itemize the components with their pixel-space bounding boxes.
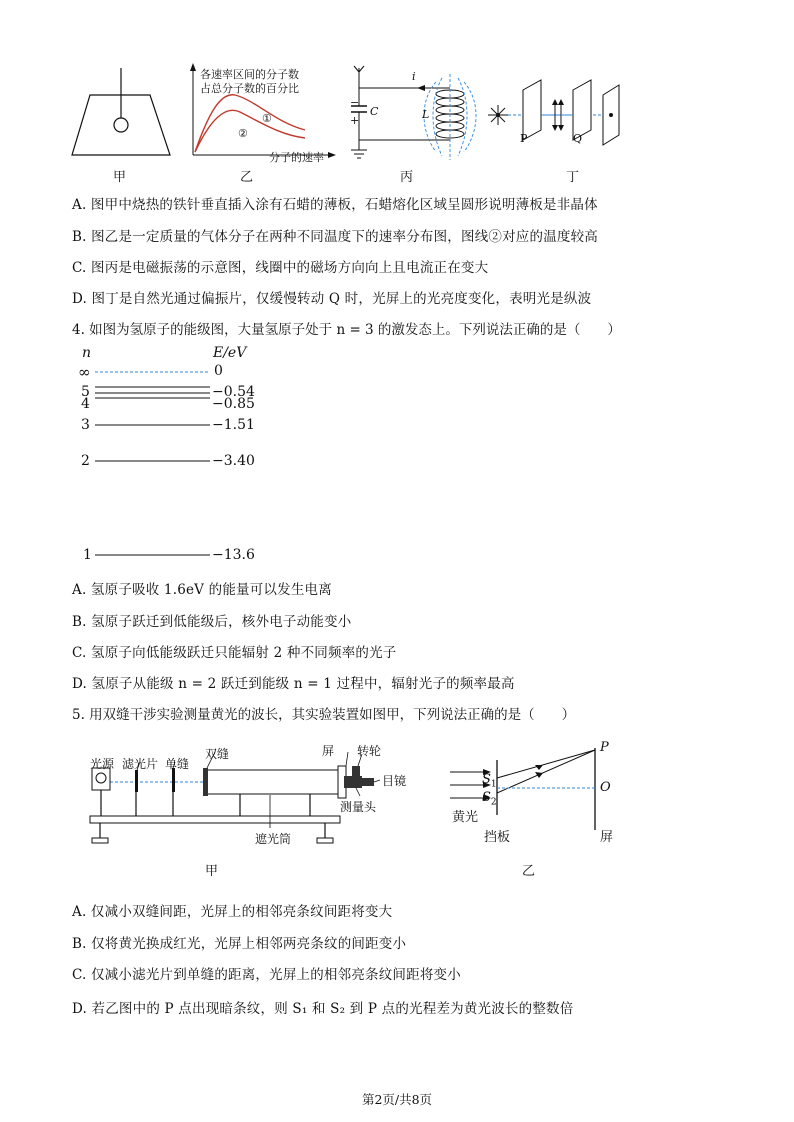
label-O-yi: O — [600, 780, 611, 795]
bing-L-label: L — [422, 108, 430, 121]
q4-stem: 4. 如图为氢原子的能级图，大量氢原子处于 n = 3 的激发态上。下列说法正确的是（ ） — [72, 322, 621, 338]
bing-C-label: C — [370, 105, 379, 118]
level-3-n: 3 — [81, 417, 90, 433]
label-S2-text: S — [482, 790, 491, 805]
level-2-n: 2 — [81, 453, 90, 469]
level-1-e: −13.6 — [212, 547, 255, 563]
yi-ylabel-line2: 占总分子数的百分比 — [200, 82, 299, 95]
q5-option-d: D. 若乙图中的 P 点出现暗条纹，则 S₁ 和 S₂ 到 P 点的光程差为黄光波长的整数倍 — [72, 1001, 574, 1017]
caption-apparatus-jia: 甲 — [205, 864, 219, 879]
label-light-source: 光源 — [90, 757, 115, 771]
q5-option-b: B. 仅将黄光换成红光，光屏上相邻两亮条纹的间距变小 — [72, 936, 407, 952]
energy-level-lines — [90, 360, 220, 560]
caption-yi: 乙 — [240, 170, 254, 185]
label-yellow-light: 黄光 — [452, 810, 479, 825]
q5-option-c: C. 仅减小滤光片到单缝的距离，光屏上的相邻亮条纹间距将变小 — [72, 967, 461, 983]
level-inf-n: ∞ — [78, 363, 91, 381]
yi-curve2-label: ② — [238, 127, 248, 140]
q3-option-b: B. 图乙是一定质量的气体分子在两种不同温度下的速率分布图，图线②对应的温度较高 — [72, 229, 599, 245]
level-inf-e: 0 — [214, 363, 223, 379]
label-screen-yi: 屏 — [600, 830, 614, 845]
label-baffle: 挡板 — [484, 830, 511, 845]
q3-option-a: A. 图甲中烧热的铁针垂直插入涂有石蜡的薄板，石蜡熔化区域呈圆形说明薄板是非晶体 — [72, 197, 598, 213]
label-S2 — [482, 790, 497, 808]
energy-n-header: n — [82, 345, 92, 361]
level-3-e: −1.51 — [212, 417, 255, 433]
level-1-n: 1 — [83, 547, 92, 563]
label-S2-sub: 2 — [490, 797, 497, 808]
q4-option-d: D. 氢原子从能级 n = 2 跃迁到能级 n = 1 过程中，辐射光子的频率最高 — [72, 676, 515, 692]
label-S1 — [482, 772, 497, 790]
level-5-e: −0.54 — [212, 384, 255, 400]
ding-P-label: P — [520, 132, 528, 145]
bing-minus: − — [350, 96, 360, 109]
yi-ylabel-line1: 各速率区间的分子数 — [200, 68, 299, 81]
label-screen-jia: 屏 — [322, 744, 335, 758]
label-double-slit: 双缝 — [205, 747, 230, 761]
level-4-e: −0.85 — [212, 396, 255, 412]
label-meas-head: 测量头 — [340, 800, 377, 814]
label-tube: 遮光筒 — [255, 832, 292, 846]
label-wheel: 转轮 — [357, 744, 382, 758]
label-S1-text: S — [482, 772, 491, 787]
level-2-e: −3.40 — [212, 453, 255, 469]
q5-option-a: A. 仅减小双缝间距，光屏上的相邻亮条纹间距将变大 — [72, 904, 393, 920]
yi-xlabel: 分子的速率 — [269, 151, 324, 164]
q4-option-b: B. 氢原子跃迁到低能级后，核外电子动能变小 — [72, 614, 352, 630]
q4-option-c: C. 氢原子向低能级跃迁只能辐射 2 种不同频率的光子 — [72, 645, 397, 661]
figure-ding — [485, 60, 635, 165]
energy-e-header: E/eV — [213, 345, 247, 361]
label-single-slit: 单缝 — [165, 757, 190, 771]
caption-jia: 甲 — [113, 170, 127, 185]
caption-interference-yi: 乙 — [522, 864, 536, 879]
level-4-n: 4 — [81, 396, 90, 412]
page-footer: 第2页/共8页 — [361, 1092, 433, 1107]
q3-option-d: D. 图丁是自然光通过偏振片，仅缓慢转动 Q 时，光屏上的光亮度变化，表明光是纵波 — [72, 291, 592, 307]
label-eyepiece: 目镜 — [382, 774, 407, 788]
q3-option-c: C. 图丙是电磁振荡的示意图，线圈中的磁场方向向上且电流正在变大 — [72, 260, 489, 276]
ding-Q-label: Q — [573, 132, 583, 145]
label-filter: 滤光片 — [122, 757, 159, 771]
caption-bing: 丙 — [400, 170, 414, 185]
q4-option-a: A. 氢原子吸收 1.6eV 的能量可以发生电离 — [72, 582, 332, 598]
label-P-yi: P — [600, 740, 609, 755]
q5-stem: 5. 用双缝干涉实验测量黄光的波长，其实验装置如图甲，下列说法正确的是（ ） — [72, 707, 576, 723]
yi-curve1-label: ① — [262, 112, 272, 125]
label-S1-sub: 1 — [490, 779, 497, 790]
figure-jia — [60, 60, 190, 165]
caption-ding: 丁 — [566, 170, 580, 185]
bing-i-label: i — [412, 70, 416, 83]
level-5-n: 5 — [81, 384, 90, 400]
bing-plus: + — [350, 114, 360, 127]
